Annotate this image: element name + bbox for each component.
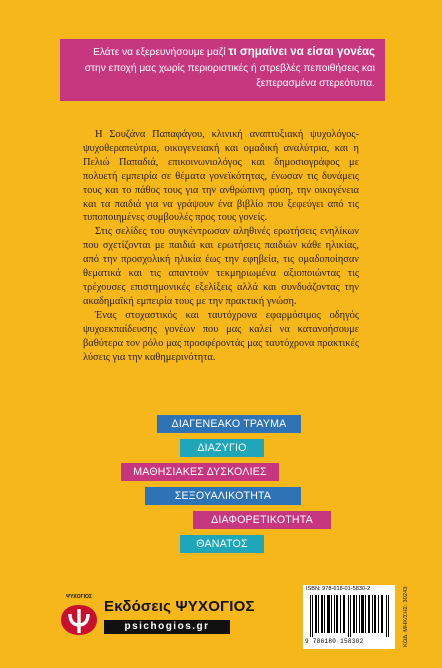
barcode-block: [303, 585, 395, 649]
product-code: [399, 585, 409, 649]
intro-emphasis: τι σημαίνει να είσαι γονέας: [228, 46, 375, 58]
tag-divorce: ΔΙΑΖΥΓΙΟ: [180, 439, 264, 457]
paragraph: Η Σουζάνα Παπαφάγου, κλινική αναπτυξιακή ψυχολόγος-ψυχοθεραπεύτρια, οικογενειακή και ομαδική αναλύτρια, και η Πελιώ Παπαδιά, επικοινωνιολόγος και δημοσιογράφος με πολυετή εμπειρία σε θέματα γονεϊκότητας, ένωσαν τις δυνάμεις τους και το πάθος τους για την ανθρώπινη φύση, την οικογένεια και τα παιδιά για να γράψουν ένα βιβλίο που ξεφεύγει από τις τυποποιημένες συμβουλές προς τους γονείς.: [83, 129, 359, 224]
intro-text: [60, 39, 385, 92]
description: [83, 128, 359, 364]
barcode-icon: [310, 595, 390, 637]
intro-box: [60, 39, 385, 101]
intro-part1: Ελάτε να εξερευνήσουμε μαζί: [93, 47, 226, 58]
product-code-text: ΚΩΔ. ΜΗΧ/ΣΗΣ: 30243: [403, 586, 409, 647]
paragraph: Ένας στοχαστικός και ταυτόχρονα εφαρμόσιμος οδηγός ψυχοεκπαίδευσης γονέων που μας καλεί να κατανοήσουμε βαθύτερα τον ρόλο μας προσφέροντάς μας ταυτόχρονα πρακτικές λύσεις για την καθημερινότητα.: [83, 309, 359, 363]
tag-diversity: ΔΙΑΦΟΡΕΤΙΚΟΤΗΤΑ: [193, 511, 331, 529]
tag-sexuality: ΣΕΞΟΥΑΛΙΚΟΤΗΤΑ: [145, 487, 301, 505]
publisher-emblem-icon: [58, 595, 100, 637]
publisher-url: psichogios.gr: [104, 620, 230, 634]
tag-death: ΘΑΝΑΤΟΣ: [180, 535, 264, 553]
tag-intergenerational-trauma: ΔΙΑΓΕΝΕΑΚΟ ΤΡΑΥΜΑ: [157, 415, 301, 433]
isbn-label: ISBN: 978-618-01-5830-2: [306, 586, 371, 592]
tag-learning-difficulties: ΜΑΘΗΣΙΑΚΕΣ ΔΥΣΚΟΛΙΕΣ: [121, 463, 279, 481]
publisher-name: Εκδόσεις ΨΥΧΟΓΙΟΣ: [104, 598, 255, 615]
emblem-text: ΨΥΧΟΓΙΟΣ: [66, 594, 92, 600]
barcode-digits: 9 786180 158302: [305, 638, 364, 645]
paragraph: Στις σελίδες του συγκέντρωσαν αληθινές ερωτήσεις ενηλίκων που σχετίζονται με παιδιά και ερωτήσεις παιδιών κάθε ηλικίας, από την προσχολική ηλικία έως την εφηβεία, τις ομαδοποίησαν θεματικά και τις απαντούν τεκμηριωμένα αξιοποιώντας τις τρέχουσες επιστημονικές εξελίξεις αλλά και συνδυάζοντας την ακαδημαϊκή εμπειρία τους με την πρακτική γνώση.: [83, 226, 359, 307]
intro-part2: στην εποχή μας χωρίς περιοριστικές ή στρεβλές πεποιθήσεις και ξεπερασμένα στερεότυπα.: [84, 62, 375, 89]
